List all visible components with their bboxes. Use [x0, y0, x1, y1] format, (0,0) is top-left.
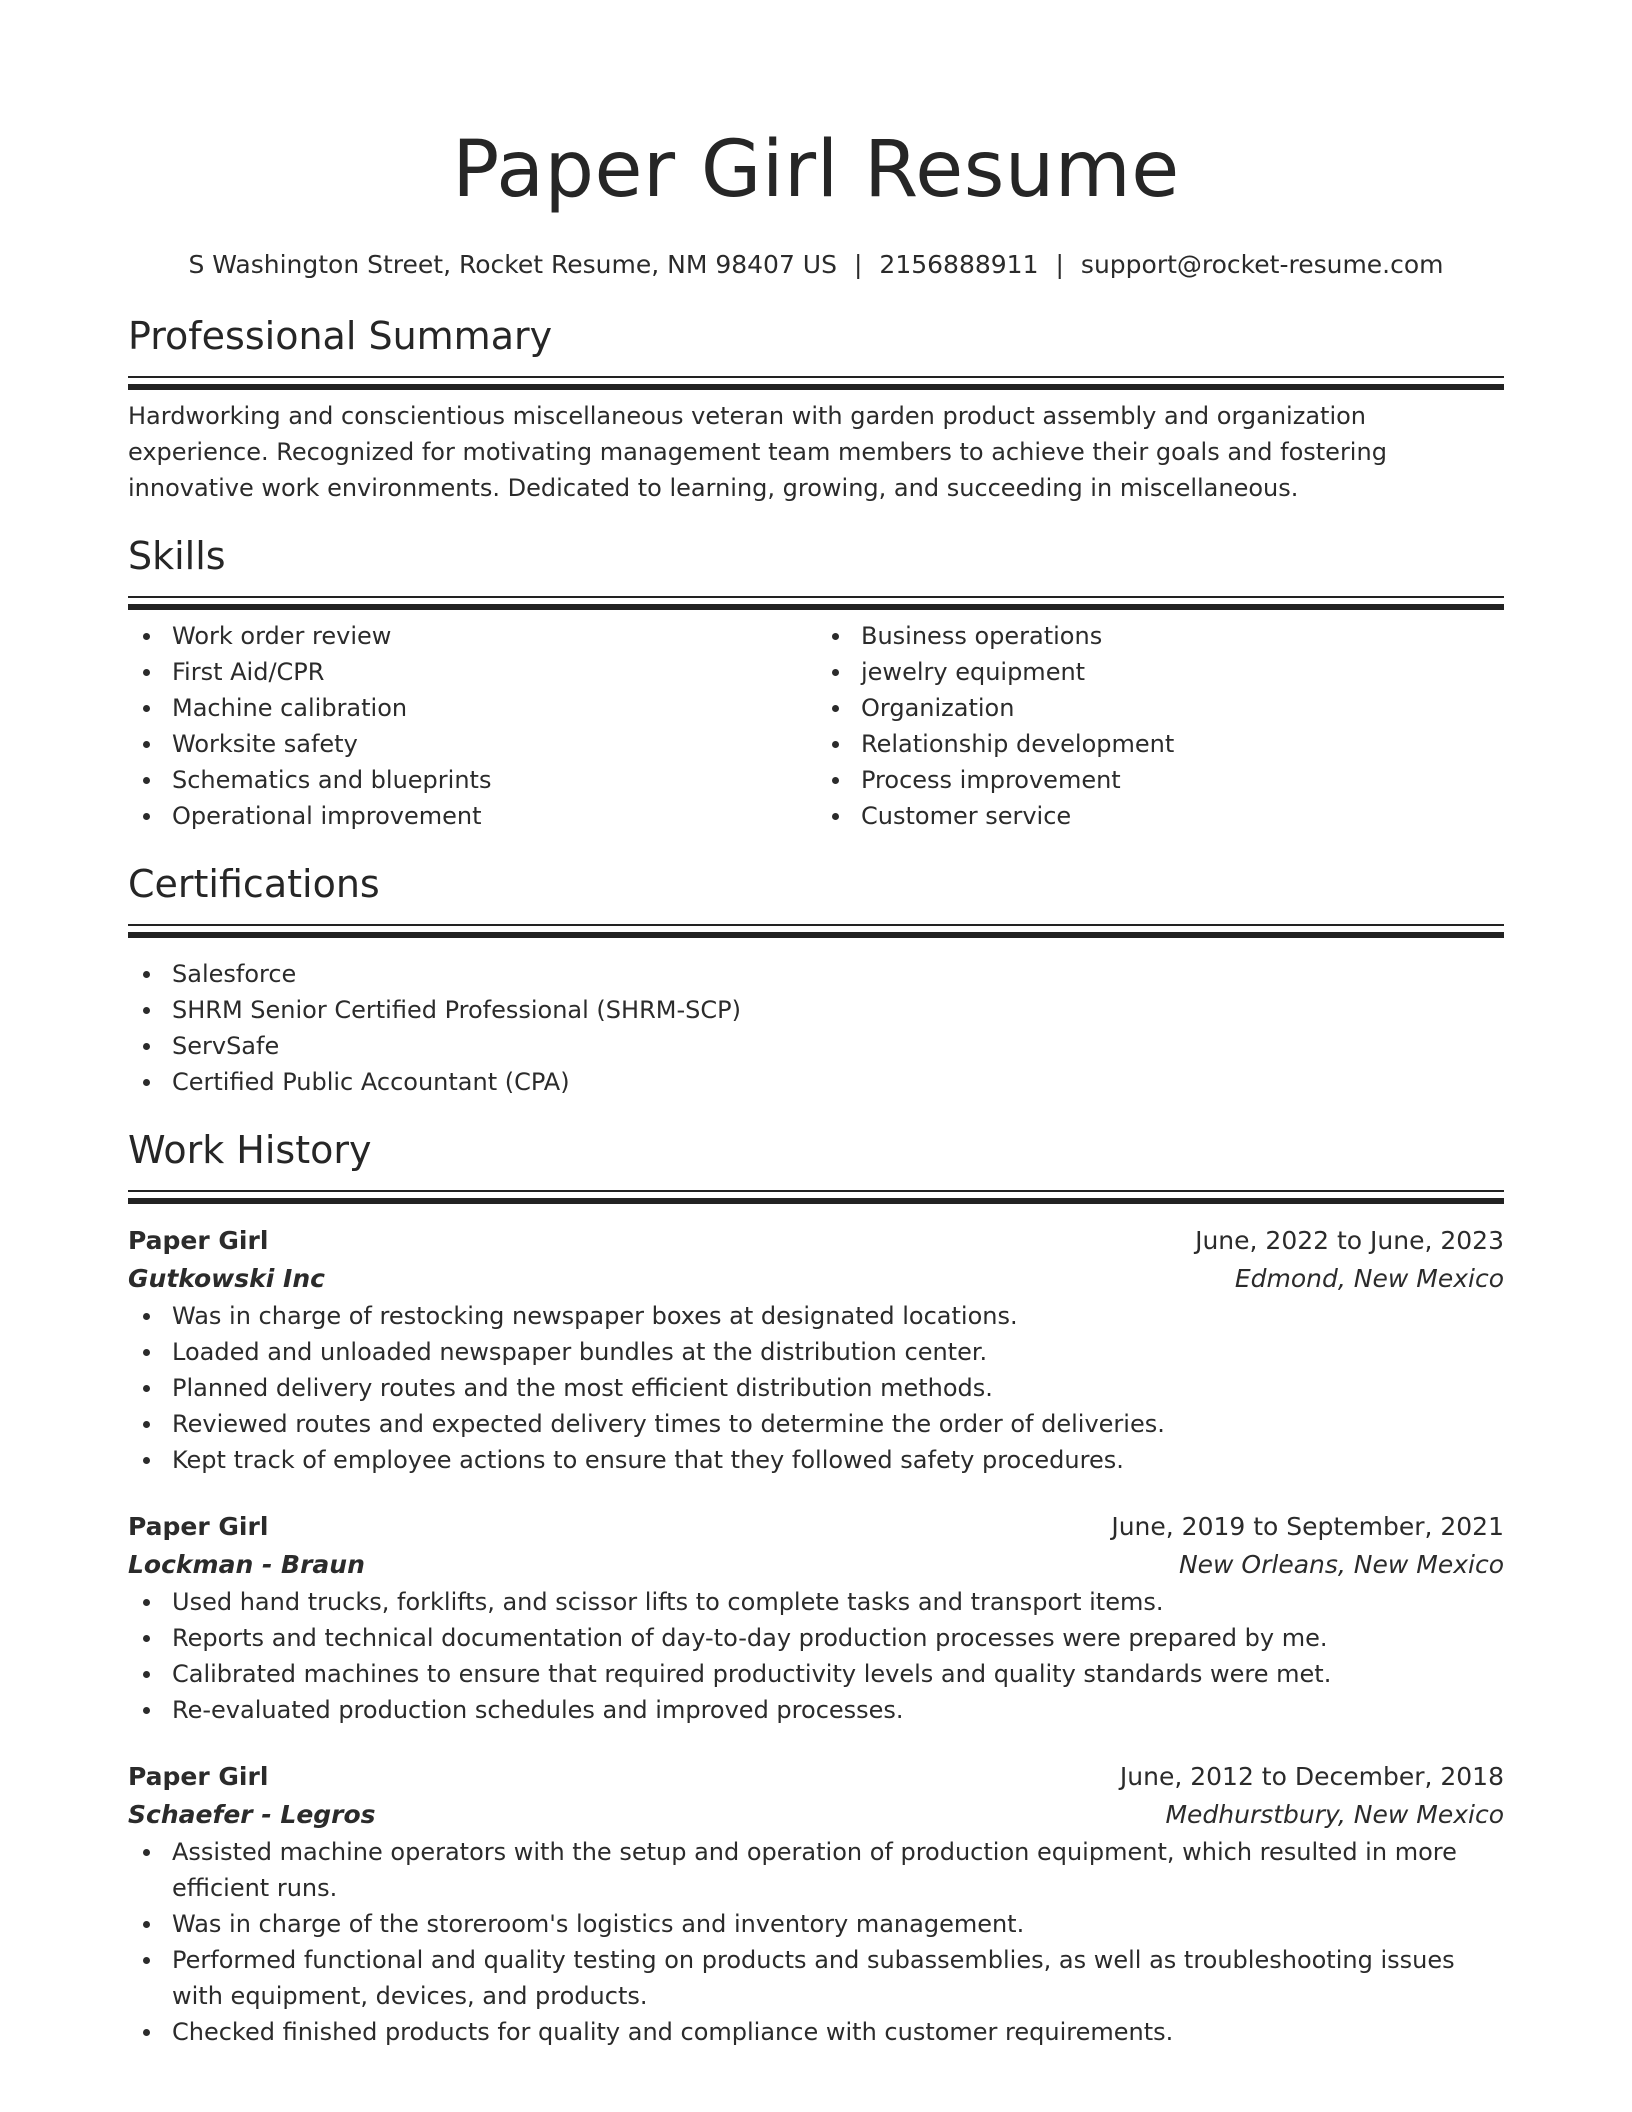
skill-item: Machine calibration [128, 690, 815, 726]
job-dates: June, 2019 to September, 2021 [1111, 1512, 1504, 1541]
contact-email: support@rocket-resume.com [1080, 250, 1444, 279]
section-title-certifications: Certifications [128, 862, 380, 906]
section-divider [128, 596, 1504, 616]
certifications-list [128, 956, 1504, 1100]
job-bullets [128, 1834, 1504, 2050]
section-title-skills: Skills [128, 534, 226, 578]
section-title-summary: Professional Summary [128, 314, 553, 358]
job-dates: June, 2012 to December, 2018 [1119, 1762, 1504, 1791]
skill-item: Organization [817, 690, 1504, 726]
job-header [128, 1758, 1504, 1796]
job-entry [128, 1758, 1504, 2050]
job-entry [128, 1508, 1504, 1728]
contact-phone: 2156888911 [879, 250, 1039, 279]
skill-item: Customer service [817, 798, 1504, 834]
job-entry [128, 1222, 1504, 1478]
job-subheader [128, 1546, 1504, 1584]
job-bullet: Was in charge of the storeroom's logistics and inventory management. [128, 1906, 1504, 1942]
job-dates: June, 2022 to June, 2023 [1195, 1226, 1504, 1255]
skills-column-left [128, 618, 815, 834]
resume-name: Paper Girl Resume [452, 125, 1180, 215]
certification-item: Certified Public Accountant (CPA) [128, 1064, 1504, 1100]
job-location: Edmond, New Mexico [1234, 1264, 1504, 1293]
job-bullets [128, 1298, 1504, 1478]
skill-item: jewelry equipment [817, 654, 1504, 690]
job-bullet: Loaded and unloaded newspaper bundles at the distribution center. [128, 1334, 1504, 1370]
job-header [128, 1508, 1504, 1546]
section-work-history [128, 1126, 1504, 2050]
job-bullet: Re-evaluated production schedules and improved processes. [128, 1692, 1504, 1728]
job-bullet: Performed functional and quality testing on products and subassemblies, as well as troubleshooting issues with equipment, devices, and products. [128, 1942, 1504, 2014]
job-company: Gutkowski Inc [128, 1264, 325, 1293]
resume-page [128, 0, 1504, 2050]
contact-separator: | [1055, 250, 1064, 279]
skill-item: Schematics and blueprints [128, 762, 815, 798]
certification-item: SHRM Senior Certified Professional (SHRM-SCP) [128, 992, 1504, 1028]
job-subheader [128, 1260, 1504, 1298]
skill-item: Work order review [128, 618, 815, 654]
job-subheader [128, 1796, 1504, 1834]
section-skills [128, 532, 1504, 834]
job-location: New Orleans, New Mexico [1178, 1550, 1504, 1579]
job-header [128, 1222, 1504, 1260]
section-summary [128, 312, 1504, 506]
job-title: Paper Girl [128, 1226, 269, 1255]
certification-item: ServSafe [128, 1028, 1504, 1064]
skills-column-right [815, 618, 1504, 834]
section-title-work-history: Work History [128, 1128, 372, 1172]
contact-separator: | [853, 250, 863, 279]
job-bullet: Used hand trucks, forklifts, and scissor lifts to complete tasks and transport items. [128, 1584, 1504, 1620]
job-bullet: Assisted machine operators with the setup and operation of production equipment, which resulted in more efficient runs. [128, 1834, 1504, 1906]
job-title: Paper Girl [128, 1762, 269, 1791]
section-divider [128, 1190, 1504, 1210]
job-bullet: Reviewed routes and expected delivery times to determine the order of deliveries. [128, 1406, 1504, 1442]
skill-item: Operational improvement [128, 798, 815, 834]
section-divider [128, 376, 1504, 396]
skill-item: First Aid/CPR [128, 654, 815, 690]
section-divider [128, 924, 1504, 944]
contact-address: S Washington Street, Rocket Resume, NM 98407 US [188, 250, 837, 279]
skill-item: Process improvement [817, 762, 1504, 798]
skill-item: Worksite safety [128, 726, 815, 762]
skill-item: Relationship development [817, 726, 1504, 762]
job-location: Medhurstbury, New Mexico [1165, 1800, 1504, 1829]
job-bullet: Planned delivery routes and the most efficient distribution methods. [128, 1370, 1504, 1406]
job-title: Paper Girl [128, 1512, 269, 1541]
job-bullet: Was in charge of restocking newspaper boxes at designated locations. [128, 1298, 1504, 1334]
skills-grid [128, 618, 1504, 834]
job-bullets [128, 1584, 1504, 1728]
job-bullet: Reports and technical documentation of day-to-day production processes were prepared by me. [128, 1620, 1504, 1656]
job-bullet: Calibrated machines to ensure that required productivity levels and quality standards were met. [128, 1656, 1504, 1692]
job-bullet: Checked finished products for quality and compliance with customer requirements. [128, 2014, 1504, 2050]
contact-line [128, 248, 1504, 282]
skill-item: Business operations [817, 618, 1504, 654]
certification-item: Salesforce [128, 956, 1504, 992]
job-bullet: Kept track of employee actions to ensure that they followed safety procedures. [128, 1442, 1504, 1478]
summary-text: Hardworking and conscientious miscellaneous veteran with garden product assembly and organization experience. Recognized for motivating management team members to achieve their goals and fostering innovative work environments. Dedicated to learning, growing, and succeeding in miscellaneous. [128, 402, 1387, 502]
job-company: Schaefer - Legros [128, 1800, 376, 1829]
section-certifications [128, 860, 1504, 1100]
job-company: Lockman - Braun [128, 1550, 365, 1579]
